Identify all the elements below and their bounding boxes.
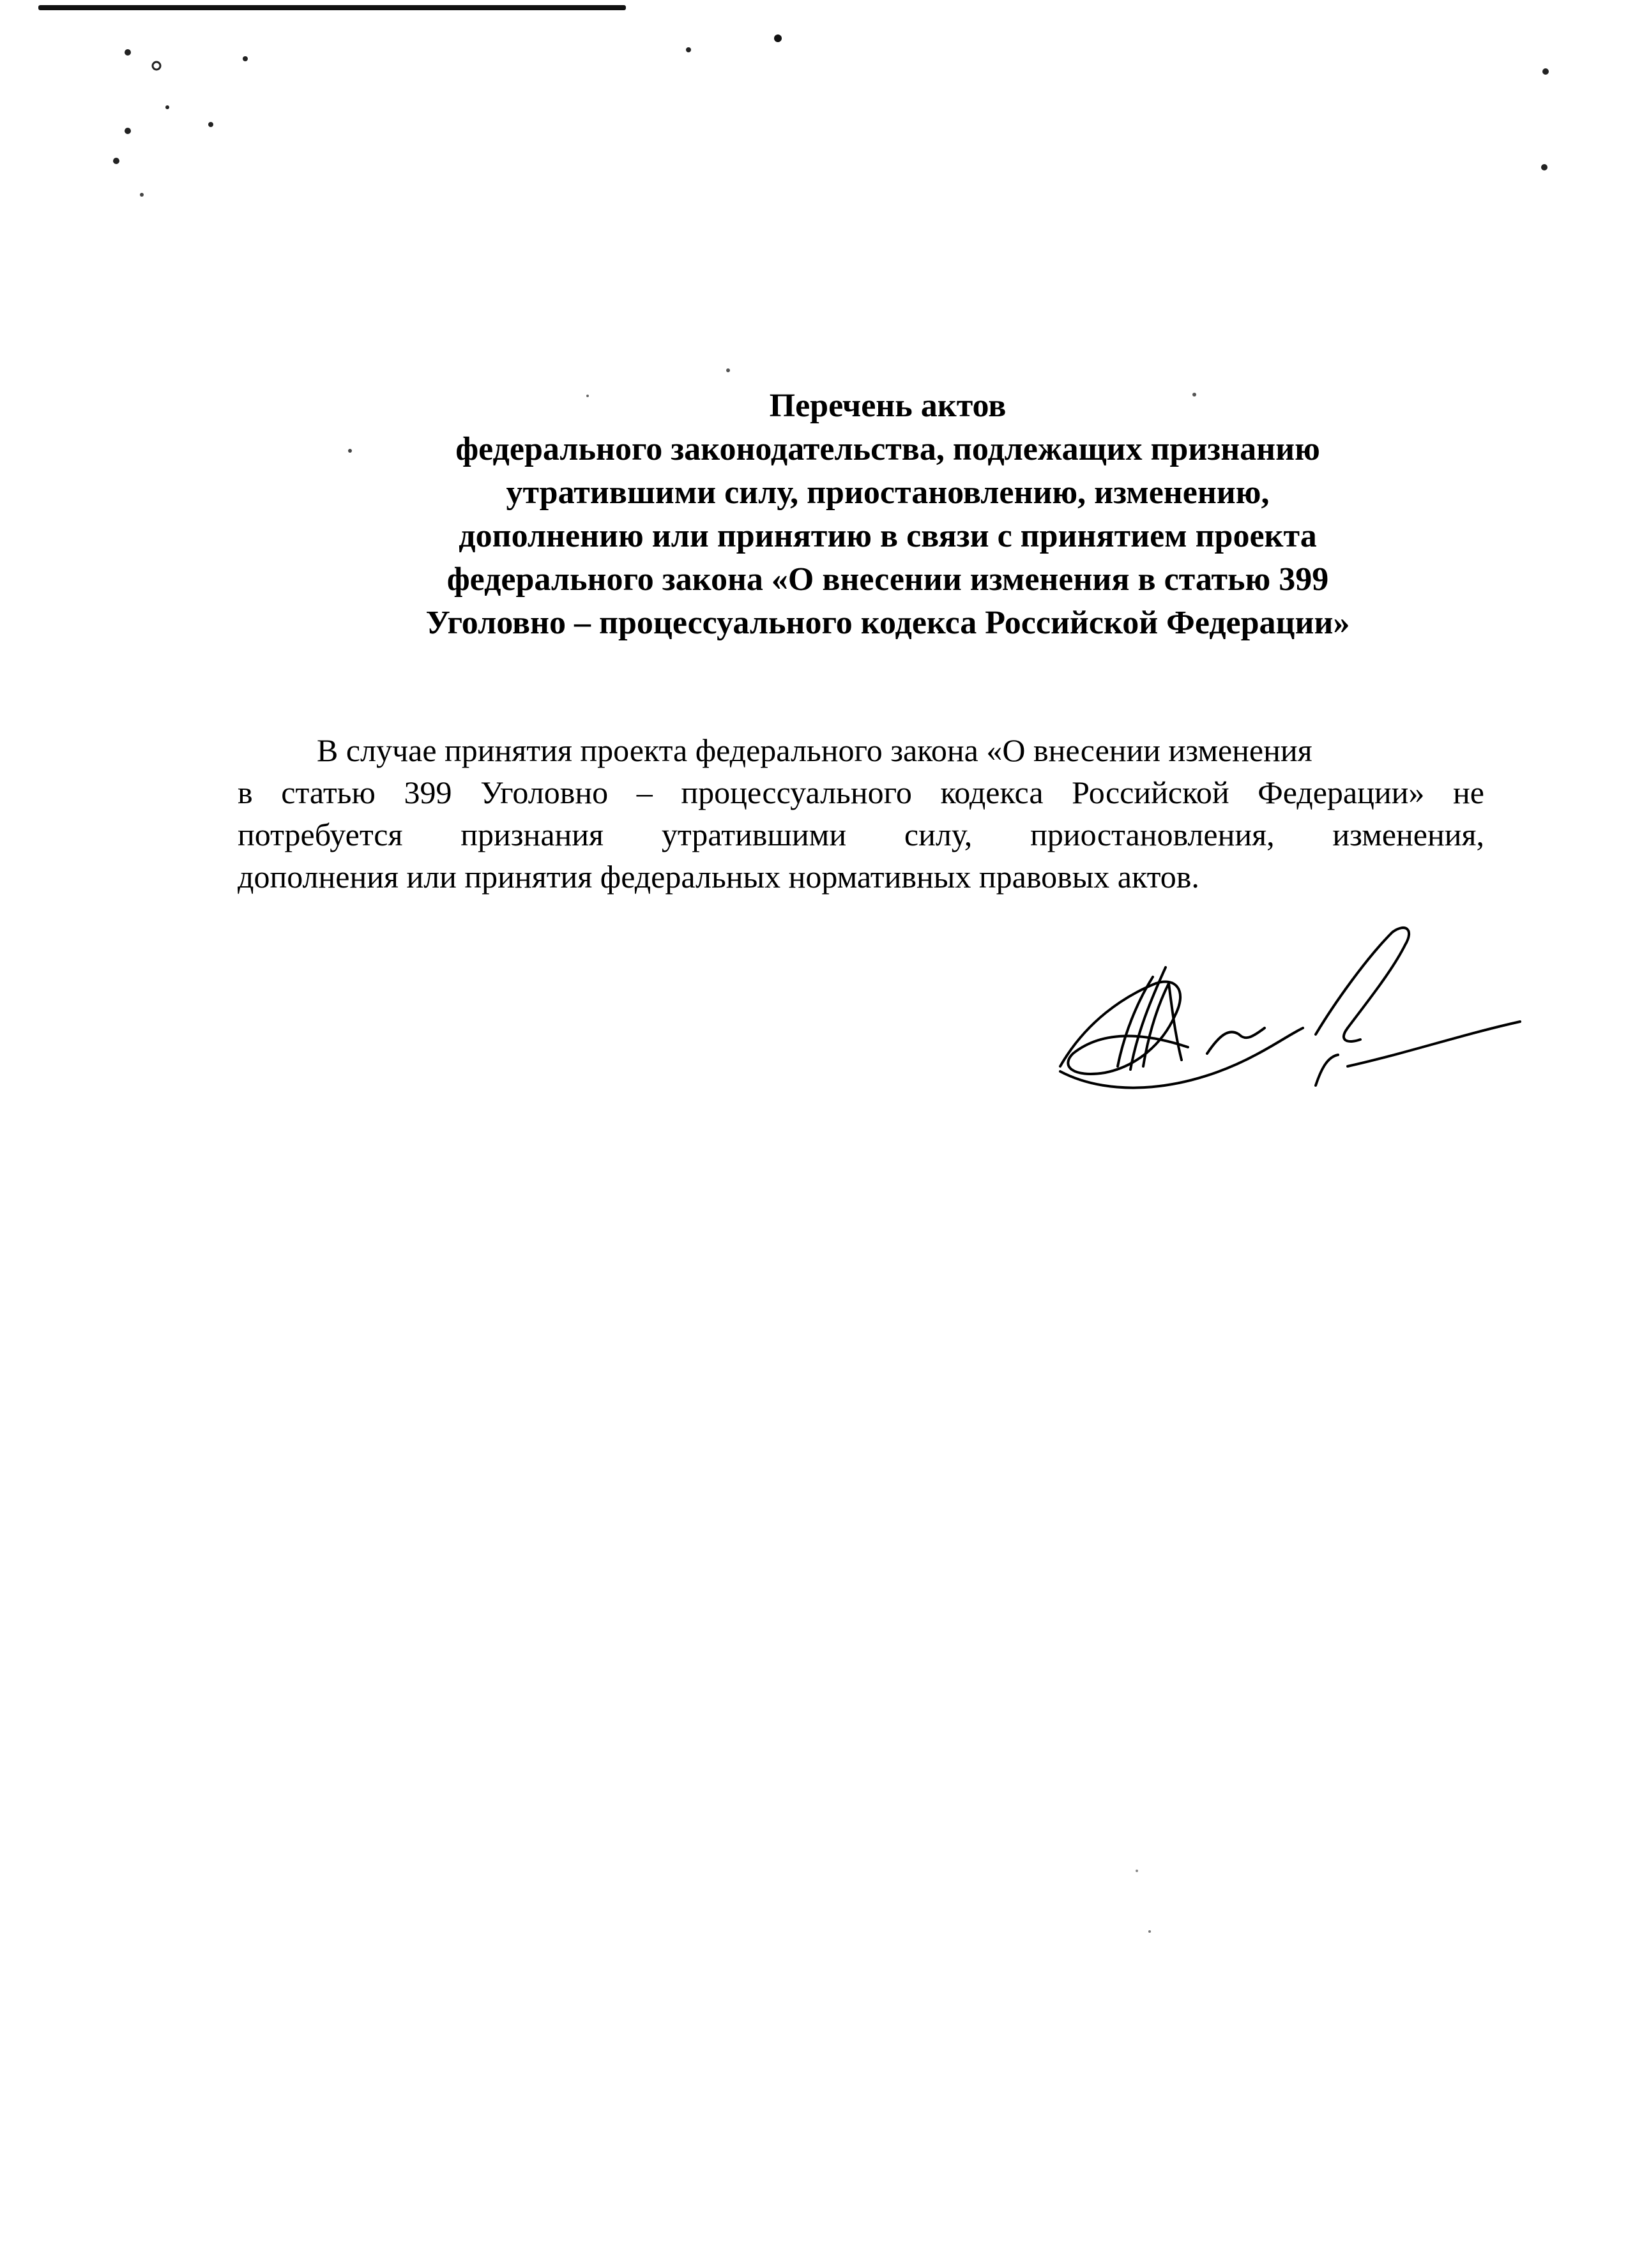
title-line: дополнению или принятию в связи с принятием проекта: [459, 518, 1317, 554]
title-line: Уголовно – процессуального кодекса Российской Федерации»: [425, 605, 1350, 641]
title-line: Перечень актов: [769, 388, 1007, 424]
body-line: дополнения или принятия федеральных нормативных правовых актов.: [238, 859, 1199, 895]
body-line: В случае принятия проекта федерального закона «О внесении изменения: [317, 732, 1312, 768]
title-line: утратившими силу, приостановлению, изменению,: [506, 474, 1270, 511]
title-line: федерального законодательства, подлежащих признанию: [455, 431, 1320, 467]
handwritten-signature: [1047, 907, 1533, 1111]
document-title: [230, 384, 1546, 645]
body-line: потребуется признания утратившими силу, приостановления, изменения,: [238, 817, 1484, 852]
scan-edge-mark: [38, 5, 626, 10]
title-line: федерального закона «О внесении изменения в статью 399: [446, 561, 1329, 598]
body-line: в статью 399 Уголовно – процессуального кодекса Российской Федерации» не: [238, 775, 1484, 810]
body-paragraph: [238, 729, 1484, 898]
